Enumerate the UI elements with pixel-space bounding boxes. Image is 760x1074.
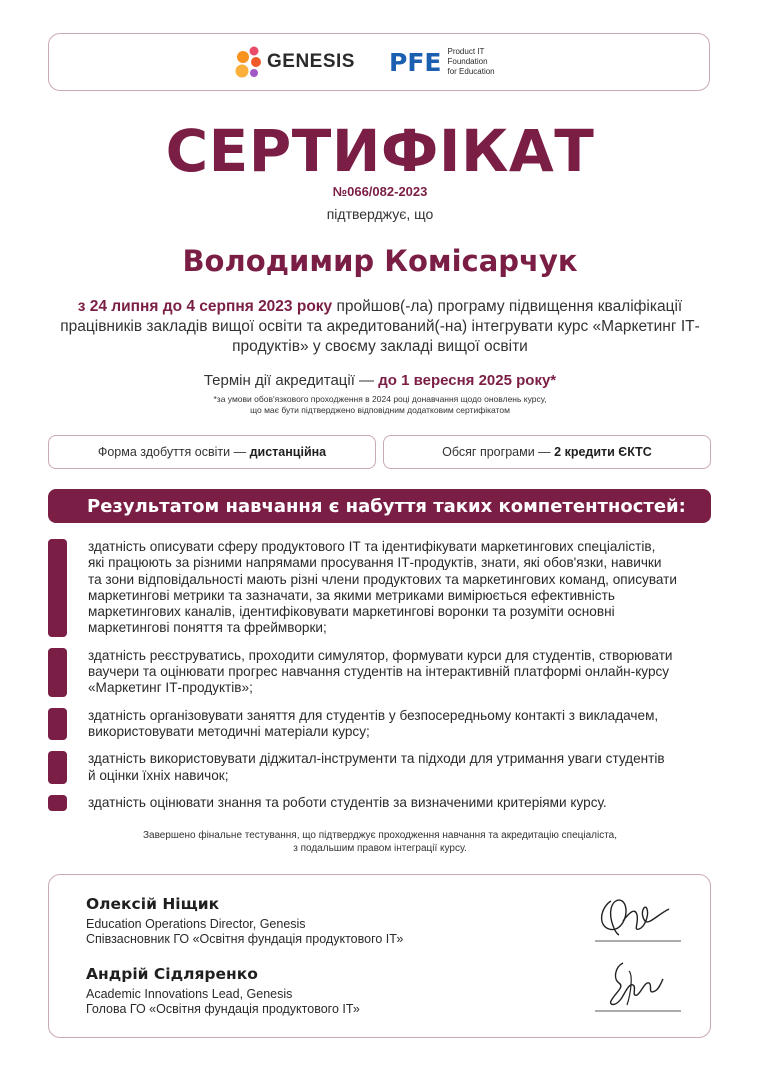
list-item-text: здатність описувати сферу продуктового ІТ та ідентифікувати маркетингових спеціалістів, які працюють за різними напрямами просування ІТ-продуктів, знати, які обов'язки, навички та зони відповідальності мають різні члени продуктових та маркетингових команд, описувати маркетингові метрики та зазначати, за якими метриками вимірюється ефективність маркетингових каналів, ідентифіковувати маркетингові воронки та розуміти основні маркетингові поняття та фреймворки;: [88, 539, 677, 636]
accreditation-validity: [0, 372, 760, 389]
final-note: [0, 829, 760, 855]
pfe-logo-subtitle: [447, 47, 494, 77]
pfe-line-1: Product IT: [447, 47, 485, 56]
validity-value: до 1 вересня 2025 року*: [378, 372, 557, 389]
signer-1: [86, 895, 403, 947]
list-item-marker: [48, 795, 67, 811]
list-item-text: здатність організовувати заняття для студентів у безпосередньому контакті з викладачем, використовувати методичні матеріали курсу;: [88, 707, 659, 739]
competencies-list: [48, 539, 710, 822]
pfe-line-2: Foundation: [447, 57, 488, 66]
competencies-heading: Результатом навчання є набуття таких компетентностей:: [48, 489, 711, 523]
signer-role-1: Education Operations Director, Genesis: [86, 917, 306, 931]
genesis-logo-text: GENESIS: [267, 51, 355, 72]
program-description-text: пройшов(-ла) програму підвищення кваліфікації працівників закладів вищої освіти та акредитований(-на) інтегрувати курс «Маркетинг ІТ-продуктів» у своєму закладі вищої освіти: [60, 298, 700, 355]
logo-header: [48, 33, 710, 91]
list-item-marker: [48, 751, 67, 784]
footnote-line-1: *за умови обов'язкового проходження в 2024 році донавчання щодо оновлень курсу,: [213, 394, 547, 404]
genesis-logo: [234, 42, 355, 82]
list-item-marker: [48, 648, 67, 697]
certificate-number: №066/082-2023: [332, 184, 428, 199]
confirms-text: підтверджує, що: [326, 206, 434, 222]
pfe-logo-mark: PFE: [389, 47, 442, 77]
final-note-line-2: з подальшим правом інтеграції курсу.: [293, 843, 467, 854]
signer-role-2: Співзасновник ГО «Освітня фундація продуктового ІТ»: [86, 932, 404, 946]
education-form-value: дистанційна: [249, 445, 327, 459]
education-form-pill: [48, 435, 376, 469]
pfe-logo: [389, 47, 495, 77]
list-item: [48, 751, 710, 784]
list-item: [48, 795, 710, 811]
validity-footnote: [0, 394, 760, 416]
signer-name: Олексій Ніщик: [86, 895, 220, 913]
final-note-line-1: Завершено фінальне тестування, що підтверджує проходження навчання та акредитацію спеціаліста,: [142, 830, 618, 841]
list-item-text: здатність використовувати діджитал-інструменти та підходи для утримання уваги студентів й оцінки їхніх навичок;: [88, 751, 665, 783]
signer-role-2: Голова ГО «Освітня фундація продуктового ІТ»: [86, 1002, 360, 1016]
genesis-logo-icon: [234, 44, 264, 80]
list-item-text: здатність оцінювати знання та роботи студентів за визначеними критеріями курсу.: [88, 794, 607, 810]
program-volume-label: Обсяг програми —: [442, 445, 551, 459]
signature-1: [589, 885, 684, 947]
certificate-title: СЕРТИФІКАТ: [165, 117, 595, 185]
signature-2: [589, 953, 684, 1015]
footnote-line-2: що має бути підтверджено відповідним додатковим сертифікатом: [250, 405, 510, 415]
recipient-name: Володимир Комісарчук: [182, 244, 578, 278]
list-item: [48, 708, 710, 741]
program-description: [40, 297, 720, 357]
list-item-text: здатність реєструватись, проходити симулятор, формувати курси для студентів, створювати ваучери та оцінювати прогрес навчання студентів на інтерактивній платформі онлайн-курсу «Маркетинг ІТ-продуктів»;: [88, 647, 673, 696]
signer-name: Андрій Сідляренко: [86, 965, 258, 983]
program-volume-pill: [383, 435, 711, 469]
education-form-label: Форма здобуття освіти —: [97, 445, 247, 459]
list-item: [48, 648, 710, 697]
list-item-marker: [48, 708, 67, 741]
program-volume-value: 2 кредити ЄКТС: [554, 445, 652, 459]
signer-role-1: Academic Innovations Lead, Genesis: [86, 987, 293, 1001]
signatures-box: [48, 874, 711, 1038]
program-dates: з 24 липня до 4 серпня 2023 року: [77, 298, 333, 315]
pfe-line-3: for Education: [447, 67, 495, 76]
list-item: [48, 539, 710, 637]
signer-2: [86, 965, 360, 1017]
list-item-marker: [48, 539, 67, 637]
validity-label: Термін дії акредитації —: [203, 372, 379, 389]
